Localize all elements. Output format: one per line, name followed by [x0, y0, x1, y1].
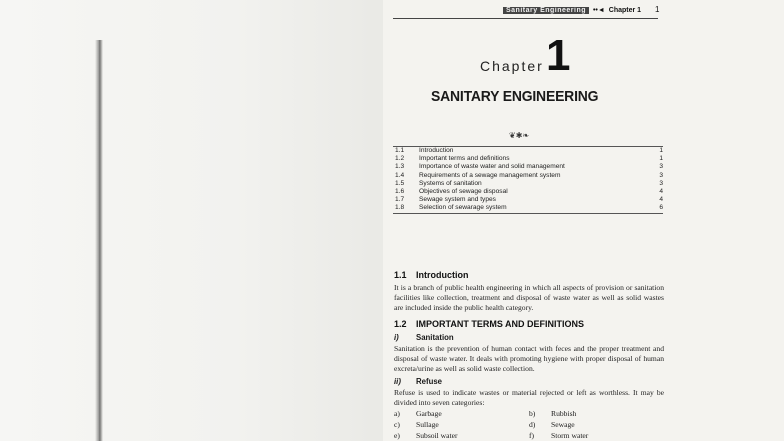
toc-title: Importance of waste water and solid management [419, 163, 565, 171]
chapter-number: 1 [546, 31, 571, 80]
list-item: a) Garbage [394, 409, 442, 418]
list-item: d) Sewage [529, 420, 575, 429]
subheading-title: Sanitation [416, 333, 454, 342]
toc-num: 1.7 [395, 196, 405, 204]
toc-row[interactable] [393, 163, 663, 171]
section-heading-introduction [394, 270, 469, 280]
table-of-contents [393, 146, 663, 214]
toc-page: 1 [659, 147, 663, 154]
section-title: IMPORTANT TERMS AND DEFINITIONS [416, 319, 584, 329]
toc-num: 1.2 [395, 155, 405, 163]
toc-row[interactable] [393, 155, 663, 163]
subheading-refuse [394, 377, 442, 386]
toc-page: 3 [659, 171, 663, 179]
chapter-title: SANITARY ENGINEERING [431, 88, 599, 105]
ornament-icon: ❦✱❧ [509, 131, 530, 140]
toc-num: 1.4 [395, 171, 405, 179]
sanitation-paragraph: Sanitation is the prevention of human contact with feces and the proper treatment and disposal of waste water. It deals with promoting hygiene with proper disposal of human excreta/urine as well as solid waste collection. [394, 344, 664, 374]
page-number: 1 [655, 5, 660, 14]
refuse-categories [394, 408, 664, 441]
toc-num: 1.1 [395, 147, 405, 154]
subheading-sanitation [394, 333, 454, 342]
binding-shadow [95, 40, 103, 441]
toc-title: Sewage system and types [419, 196, 496, 204]
toc-num: 1.5 [395, 179, 405, 187]
toc-title: Important terms and definitions [419, 155, 510, 163]
toc-bottom-rule [393, 213, 663, 214]
chapter-word: Chapter [480, 58, 544, 74]
list-item: c) Sullage [394, 420, 439, 429]
toc-title: Introduction [419, 147, 454, 154]
toc-page: 4 [659, 187, 663, 195]
toc-title: Objectives of sewage disposal [419, 187, 508, 195]
toc-row[interactable] [393, 188, 663, 196]
refuse-paragraph: Refuse is used to indicate wastes or material rejected or left as worthless. It may be divided into seven categories: [394, 388, 664, 408]
right-page [383, 0, 784, 441]
toc-row[interactable] [393, 196, 663, 204]
list-item: e) Subsoil water [394, 431, 458, 440]
list-item: f) Storm water [529, 431, 589, 440]
subheading-number: i) [394, 333, 399, 342]
section-title: Introduction [416, 270, 469, 280]
toc-row[interactable] [393, 204, 663, 212]
subheading-number: ii) [394, 377, 401, 386]
introduction-paragraph: It is a branch of public health engineering in which all aspects of provision or sanitation facilities like collection, treatment and disposal of waste water as well as solid wastes are included inside the public health category. [394, 283, 664, 313]
toc-title: Systems of sanitation [419, 179, 482, 187]
running-header [503, 5, 641, 16]
running-header-separator: ••◄ [592, 7, 605, 14]
toc-page: 1 [659, 155, 663, 163]
section-number: 1.2 [394, 319, 407, 329]
toc-title: Selection of sewarage system [419, 204, 507, 212]
running-header-book-title: Sanitary Engineering [503, 7, 589, 14]
toc-page: 4 [659, 196, 663, 204]
toc-num: 1.6 [395, 187, 405, 195]
running-header-chapter: Chapter 1 [608, 7, 642, 14]
toc-num: 1.8 [395, 204, 405, 212]
toc-num: 1.3 [395, 163, 405, 171]
toc-page: 6 [659, 204, 663, 212]
toc-row[interactable] [393, 147, 663, 155]
toc-page: 3 [659, 179, 663, 187]
toc-title: Requirements of a sewage management system [419, 171, 561, 179]
section-heading-terms [394, 319, 584, 329]
header-rule [393, 18, 658, 19]
subheading-title: Refuse [416, 377, 442, 386]
toc-row[interactable] [393, 172, 663, 180]
toc-row[interactable] [393, 180, 663, 188]
list-item: b) Rubbish [529, 409, 577, 418]
toc-page: 3 [659, 163, 663, 171]
section-number: 1.1 [394, 270, 407, 280]
